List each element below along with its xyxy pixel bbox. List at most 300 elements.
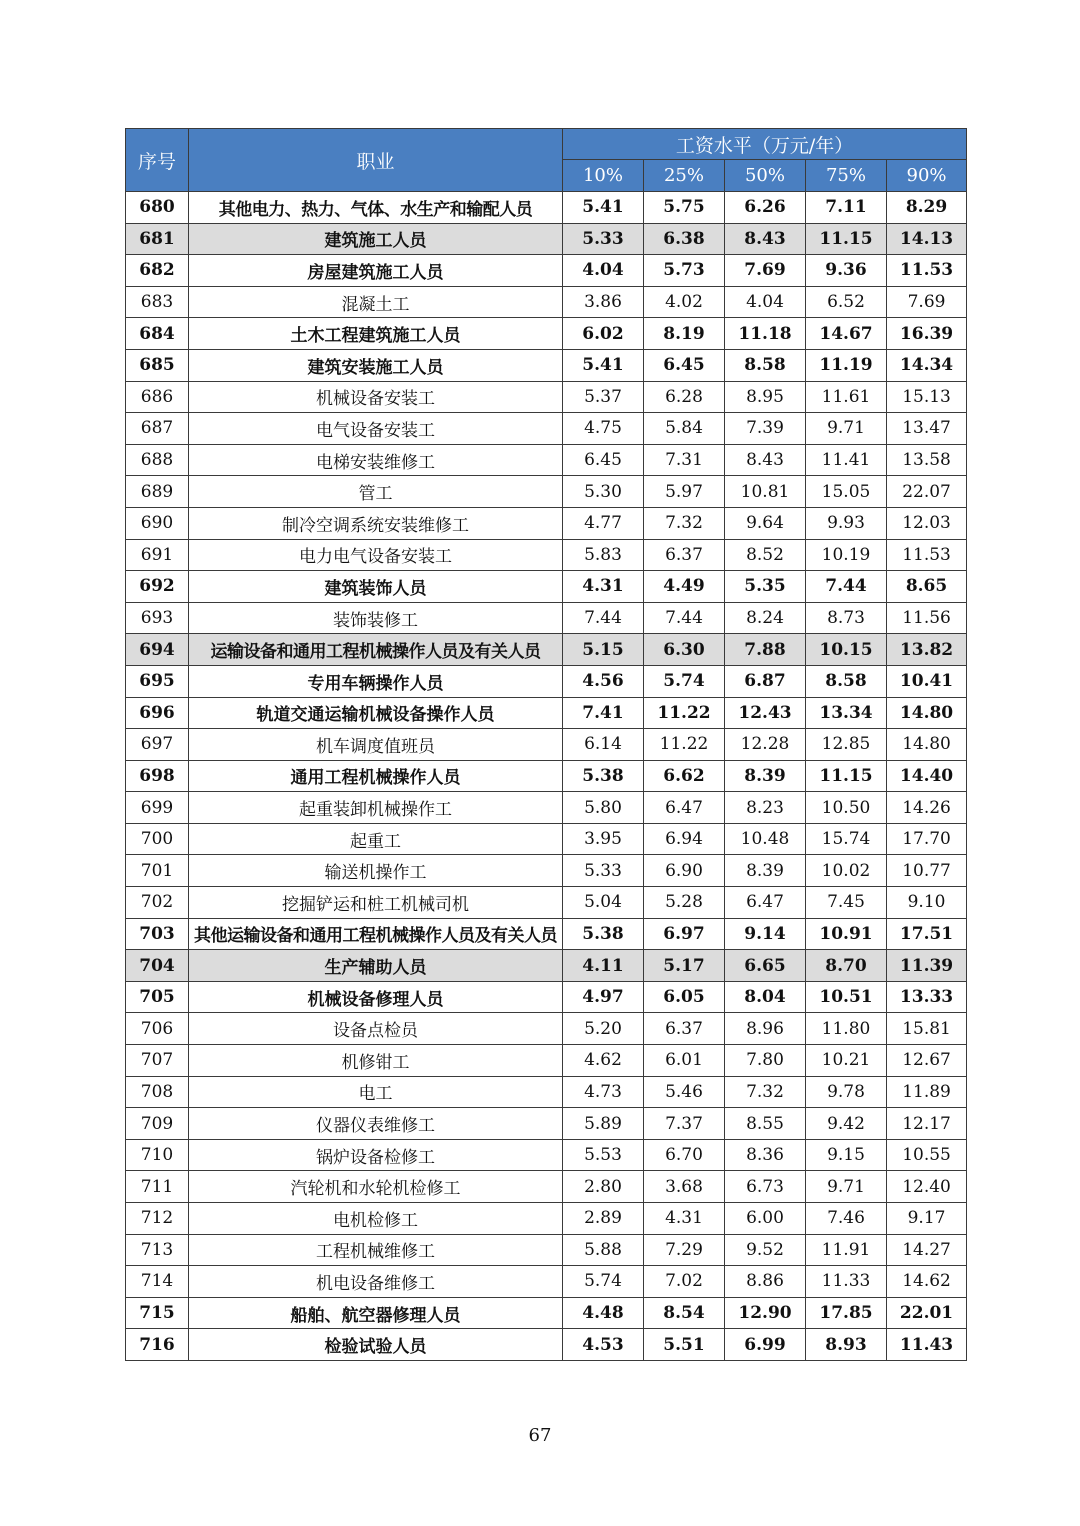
table-row xyxy=(126,760,967,792)
row-occupation: 土木工程建筑施工人员 xyxy=(189,318,563,350)
row-wage-p25: 4.49 xyxy=(644,571,725,603)
table-row xyxy=(126,571,967,603)
row-seq: 694 xyxy=(126,634,189,666)
table-row xyxy=(126,1139,967,1171)
row-wage-p50: 10.48 xyxy=(725,823,806,855)
row-wage-p50: 7.69 xyxy=(725,255,806,287)
row-seq: 708 xyxy=(126,1076,189,1108)
table-row xyxy=(126,697,967,729)
row-wage-p25: 5.84 xyxy=(644,413,725,445)
row-wage-p25: 6.28 xyxy=(644,381,725,413)
row-seq: 705 xyxy=(126,981,189,1013)
table-row xyxy=(126,823,967,855)
row-wage-p75: 10.15 xyxy=(806,634,887,666)
row-wage-p25: 7.37 xyxy=(644,1108,725,1140)
row-wage-p10: 5.83 xyxy=(563,539,644,571)
header-wage-level: 工资水平（万元/年） xyxy=(563,129,967,160)
row-wage-p75: 9.42 xyxy=(806,1108,887,1140)
row-wage-p10: 5.74 xyxy=(563,1266,644,1298)
row-wage-p50: 7.80 xyxy=(725,1045,806,1077)
row-occupation: 专用车辆操作人员 xyxy=(189,665,563,697)
row-seq: 716 xyxy=(126,1329,189,1361)
row-wage-p90: 11.89 xyxy=(887,1076,967,1108)
row-occupation: 房屋建筑施工人员 xyxy=(189,255,563,287)
row-wage-p10: 5.33 xyxy=(563,223,644,255)
row-wage-p10: 3.86 xyxy=(563,286,644,318)
table-row xyxy=(126,444,967,476)
row-occupation: 电力电气设备安装工 xyxy=(189,539,563,571)
row-occupation: 生产辅助人员 xyxy=(189,950,563,982)
table-row xyxy=(126,792,967,824)
row-occupation: 其他运输设备和通用工程机械操作人员及有关人员 xyxy=(189,918,563,950)
row-wage-p25: 5.97 xyxy=(644,476,725,508)
row-wage-p10: 5.80 xyxy=(563,792,644,824)
row-wage-p50: 6.73 xyxy=(725,1171,806,1203)
row-occupation: 机修钳工 xyxy=(189,1045,563,1077)
row-wage-p75: 8.70 xyxy=(806,950,887,982)
row-wage-p75: 11.19 xyxy=(806,349,887,381)
row-wage-p10: 4.62 xyxy=(563,1045,644,1077)
row-wage-p25: 3.68 xyxy=(644,1171,725,1203)
row-wage-p75: 9.78 xyxy=(806,1076,887,1108)
row-wage-p90: 8.29 xyxy=(887,192,967,224)
row-wage-p50: 4.04 xyxy=(725,286,806,318)
row-occupation: 设备点检员 xyxy=(189,1013,563,1045)
row-wage-p90: 15.13 xyxy=(887,381,967,413)
table-row xyxy=(126,539,967,571)
table-row xyxy=(126,1013,967,1045)
row-wage-p10: 7.44 xyxy=(563,602,644,634)
row-seq: 688 xyxy=(126,444,189,476)
row-seq: 687 xyxy=(126,413,189,445)
row-occupation: 电工 xyxy=(189,1076,563,1108)
table-row xyxy=(126,855,967,887)
row-wage-p90: 11.43 xyxy=(887,1329,967,1361)
row-occupation: 管工 xyxy=(189,476,563,508)
header-p90: 90% xyxy=(887,160,967,192)
table-row xyxy=(126,413,967,445)
header-occupation: 职业 xyxy=(189,129,563,192)
row-wage-p25: 6.38 xyxy=(644,223,725,255)
row-wage-p90: 13.82 xyxy=(887,634,967,666)
row-wage-p25: 6.47 xyxy=(644,792,725,824)
row-occupation: 建筑施工人员 xyxy=(189,223,563,255)
table-row xyxy=(126,286,967,318)
row-wage-p10: 5.37 xyxy=(563,381,644,413)
row-wage-p25: 7.02 xyxy=(644,1266,725,1298)
row-wage-p75: 11.41 xyxy=(806,444,887,476)
row-seq: 703 xyxy=(126,918,189,950)
row-wage-p50: 9.52 xyxy=(725,1234,806,1266)
row-wage-p90: 13.47 xyxy=(887,413,967,445)
row-occupation: 机械设备安装工 xyxy=(189,381,563,413)
row-wage-p75: 8.93 xyxy=(806,1329,887,1361)
row-wage-p10: 4.97 xyxy=(563,981,644,1013)
row-wage-p50: 10.81 xyxy=(725,476,806,508)
table-row xyxy=(126,255,967,287)
row-seq: 715 xyxy=(126,1297,189,1329)
row-occupation: 电梯安装维修工 xyxy=(189,444,563,476)
row-seq: 696 xyxy=(126,697,189,729)
row-wage-p10: 4.04 xyxy=(563,255,644,287)
table-body xyxy=(126,192,967,1361)
row-wage-p10: 4.77 xyxy=(563,507,644,539)
row-wage-p50: 8.23 xyxy=(725,792,806,824)
row-wage-p10: 4.31 xyxy=(563,571,644,603)
row-seq: 711 xyxy=(126,1171,189,1203)
row-wage-p90: 13.33 xyxy=(887,981,967,1013)
row-wage-p50: 8.36 xyxy=(725,1139,806,1171)
row-wage-p50: 11.18 xyxy=(725,318,806,350)
table-row xyxy=(126,1045,967,1077)
row-occupation: 输送机操作工 xyxy=(189,855,563,887)
table-row xyxy=(126,1266,967,1298)
row-wage-p10: 4.48 xyxy=(563,1297,644,1329)
row-wage-p10: 5.89 xyxy=(563,1108,644,1140)
row-wage-p90: 13.58 xyxy=(887,444,967,476)
row-wage-p75: 7.11 xyxy=(806,192,887,224)
row-wage-p90: 12.40 xyxy=(887,1171,967,1203)
row-wage-p25: 8.54 xyxy=(644,1297,725,1329)
row-wage-p25: 4.02 xyxy=(644,286,725,318)
row-wage-p50: 8.96 xyxy=(725,1013,806,1045)
row-seq: 698 xyxy=(126,760,189,792)
row-wage-p50: 8.39 xyxy=(725,855,806,887)
row-wage-p25: 6.37 xyxy=(644,539,725,571)
row-wage-p25: 6.37 xyxy=(644,1013,725,1045)
row-wage-p90: 10.55 xyxy=(887,1139,967,1171)
row-wage-p75: 10.21 xyxy=(806,1045,887,1077)
row-wage-p75: 9.15 xyxy=(806,1139,887,1171)
table-row xyxy=(126,507,967,539)
row-wage-p90: 15.81 xyxy=(887,1013,967,1045)
row-wage-p50: 8.55 xyxy=(725,1108,806,1140)
row-wage-p90: 9.10 xyxy=(887,887,967,919)
row-seq: 707 xyxy=(126,1045,189,1077)
row-wage-p25: 6.05 xyxy=(644,981,725,1013)
table-row xyxy=(126,381,967,413)
row-wage-p25: 6.30 xyxy=(644,634,725,666)
row-wage-p90: 14.62 xyxy=(887,1266,967,1298)
table-row xyxy=(126,1108,967,1140)
row-wage-p90: 11.39 xyxy=(887,950,967,982)
row-seq: 700 xyxy=(126,823,189,855)
wage-table xyxy=(125,128,967,1361)
row-occupation: 建筑安装施工人员 xyxy=(189,349,563,381)
row-wage-p90: 12.03 xyxy=(887,507,967,539)
row-wage-p90: 12.17 xyxy=(887,1108,967,1140)
row-wage-p50: 9.64 xyxy=(725,507,806,539)
row-wage-p25: 7.29 xyxy=(644,1234,725,1266)
row-wage-p75: 11.33 xyxy=(806,1266,887,1298)
row-wage-p10: 6.14 xyxy=(563,729,644,761)
row-occupation: 起重装卸机械操作工 xyxy=(189,792,563,824)
row-seq: 689 xyxy=(126,476,189,508)
row-wage-p90: 11.53 xyxy=(887,255,967,287)
row-seq: 685 xyxy=(126,349,189,381)
row-wage-p10: 5.38 xyxy=(563,918,644,950)
row-wage-p25: 6.70 xyxy=(644,1139,725,1171)
row-wage-p25: 5.73 xyxy=(644,255,725,287)
table-row xyxy=(126,318,967,350)
row-wage-p90: 14.80 xyxy=(887,729,967,761)
row-occupation: 锅炉设备检修工 xyxy=(189,1139,563,1171)
row-occupation: 建筑装饰人员 xyxy=(189,571,563,603)
row-wage-p90: 11.56 xyxy=(887,602,967,634)
row-wage-p50: 8.43 xyxy=(725,223,806,255)
row-wage-p50: 7.88 xyxy=(725,634,806,666)
row-wage-p10: 5.53 xyxy=(563,1139,644,1171)
row-wage-p25: 8.19 xyxy=(644,318,725,350)
row-seq: 683 xyxy=(126,286,189,318)
header-p10: 10% xyxy=(563,160,644,192)
row-wage-p25: 7.44 xyxy=(644,602,725,634)
row-occupation: 船舶、航空器修理人员 xyxy=(189,1297,563,1329)
row-wage-p50: 8.58 xyxy=(725,349,806,381)
row-seq: 702 xyxy=(126,887,189,919)
row-seq: 712 xyxy=(126,1203,189,1235)
table-row xyxy=(126,223,967,255)
row-wage-p25: 11.22 xyxy=(644,697,725,729)
row-wage-p75: 10.51 xyxy=(806,981,887,1013)
row-wage-p90: 16.39 xyxy=(887,318,967,350)
table-row xyxy=(126,1329,967,1361)
table-row xyxy=(126,1076,967,1108)
row-wage-p50: 6.65 xyxy=(725,950,806,982)
row-occupation: 机车调度值班员 xyxy=(189,729,563,761)
row-wage-p75: 15.74 xyxy=(806,823,887,855)
row-occupation: 机电设备维修工 xyxy=(189,1266,563,1298)
row-occupation: 通用工程机械操作人员 xyxy=(189,760,563,792)
table-row xyxy=(126,950,967,982)
row-seq: 682 xyxy=(126,255,189,287)
row-wage-p25: 4.31 xyxy=(644,1203,725,1235)
row-wage-p25: 7.32 xyxy=(644,507,725,539)
row-wage-p75: 7.46 xyxy=(806,1203,887,1235)
row-wage-p10: 6.02 xyxy=(563,318,644,350)
table-row xyxy=(126,602,967,634)
row-wage-p90: 11.53 xyxy=(887,539,967,571)
row-wage-p90: 8.65 xyxy=(887,571,967,603)
row-seq: 713 xyxy=(126,1234,189,1266)
row-wage-p50: 8.39 xyxy=(725,760,806,792)
header-p25: 25% xyxy=(644,160,725,192)
row-wage-p10: 5.38 xyxy=(563,760,644,792)
table-row xyxy=(126,887,967,919)
row-wage-p25: 6.90 xyxy=(644,855,725,887)
row-wage-p25: 6.62 xyxy=(644,760,725,792)
row-wage-p10: 5.41 xyxy=(563,349,644,381)
row-wage-p10: 4.73 xyxy=(563,1076,644,1108)
row-wage-p90: 10.77 xyxy=(887,855,967,887)
row-wage-p90: 14.34 xyxy=(887,349,967,381)
row-wage-p75: 9.93 xyxy=(806,507,887,539)
row-wage-p75: 13.34 xyxy=(806,697,887,729)
row-wage-p75: 10.19 xyxy=(806,539,887,571)
row-wage-p75: 11.61 xyxy=(806,381,887,413)
row-wage-p75: 11.15 xyxy=(806,760,887,792)
row-wage-p90: 14.80 xyxy=(887,697,967,729)
row-occupation: 电机检修工 xyxy=(189,1203,563,1235)
row-seq: 680 xyxy=(126,192,189,224)
row-wage-p10: 2.80 xyxy=(563,1171,644,1203)
row-wage-p10: 5.15 xyxy=(563,634,644,666)
table-row xyxy=(126,476,967,508)
row-seq: 681 xyxy=(126,223,189,255)
row-occupation: 起重工 xyxy=(189,823,563,855)
page-number: 67 xyxy=(528,1425,552,1446)
row-wage-p90: 10.41 xyxy=(887,665,967,697)
row-wage-p75: 7.44 xyxy=(806,571,887,603)
row-wage-p75: 9.71 xyxy=(806,1171,887,1203)
row-wage-p90: 7.69 xyxy=(887,286,967,318)
row-wage-p90: 12.67 xyxy=(887,1045,967,1077)
row-occupation: 装饰装修工 xyxy=(189,602,563,634)
row-wage-p50: 9.14 xyxy=(725,918,806,950)
row-wage-p25: 5.51 xyxy=(644,1329,725,1361)
row-wage-p25: 5.28 xyxy=(644,887,725,919)
row-seq: 693 xyxy=(126,602,189,634)
row-wage-p75: 9.36 xyxy=(806,255,887,287)
row-wage-p75: 12.85 xyxy=(806,729,887,761)
row-occupation: 电气设备安装工 xyxy=(189,413,563,445)
row-wage-p75: 10.50 xyxy=(806,792,887,824)
row-occupation: 检验试验人员 xyxy=(189,1329,563,1361)
row-wage-p90: 22.07 xyxy=(887,476,967,508)
table-row xyxy=(126,192,967,224)
table-row xyxy=(126,1297,967,1329)
table-row xyxy=(126,918,967,950)
row-seq: 695 xyxy=(126,665,189,697)
row-wage-p10: 5.41 xyxy=(563,192,644,224)
row-wage-p75: 17.85 xyxy=(806,1297,887,1329)
table-header xyxy=(126,129,967,192)
row-seq: 701 xyxy=(126,855,189,887)
table-row xyxy=(126,729,967,761)
row-occupation: 其他电力、热力、气体、水生产和输配人员 xyxy=(189,192,563,224)
row-seq: 697 xyxy=(126,729,189,761)
row-wage-p50: 6.87 xyxy=(725,665,806,697)
row-occupation: 挖掘铲运和桩工机械司机 xyxy=(189,887,563,919)
table-row xyxy=(126,634,967,666)
row-wage-p25: 6.45 xyxy=(644,349,725,381)
row-occupation: 制冷空调系统安装维修工 xyxy=(189,507,563,539)
row-seq: 691 xyxy=(126,539,189,571)
row-wage-p75: 8.73 xyxy=(806,602,887,634)
row-wage-p50: 8.24 xyxy=(725,602,806,634)
row-wage-p25: 5.46 xyxy=(644,1076,725,1108)
row-wage-p25: 5.75 xyxy=(644,192,725,224)
row-occupation: 运输设备和通用工程机械操作人员及有关人员 xyxy=(189,634,563,666)
row-seq: 692 xyxy=(126,571,189,603)
row-wage-p75: 11.15 xyxy=(806,223,887,255)
header-p75: 75% xyxy=(806,160,887,192)
row-wage-p75: 9.71 xyxy=(806,413,887,445)
row-seq: 699 xyxy=(126,792,189,824)
row-wage-p10: 5.33 xyxy=(563,855,644,887)
row-wage-p75: 10.02 xyxy=(806,855,887,887)
row-wage-p90: 22.01 xyxy=(887,1297,967,1329)
header-p50: 50% xyxy=(725,160,806,192)
row-wage-p50: 7.39 xyxy=(725,413,806,445)
row-wage-p25: 6.01 xyxy=(644,1045,725,1077)
row-seq: 690 xyxy=(126,507,189,539)
header-seq: 序号 xyxy=(126,129,189,192)
row-wage-p75: 10.91 xyxy=(806,918,887,950)
row-wage-p10: 5.04 xyxy=(563,887,644,919)
row-wage-p90: 14.26 xyxy=(887,792,967,824)
row-wage-p75: 11.91 xyxy=(806,1234,887,1266)
row-seq: 710 xyxy=(126,1139,189,1171)
row-wage-p90: 9.17 xyxy=(887,1203,967,1235)
table-row xyxy=(126,981,967,1013)
row-wage-p10: 5.88 xyxy=(563,1234,644,1266)
row-seq: 684 xyxy=(126,318,189,350)
row-wage-p75: 15.05 xyxy=(806,476,887,508)
table-row xyxy=(126,665,967,697)
row-wage-p50: 6.47 xyxy=(725,887,806,919)
table-row xyxy=(126,1171,967,1203)
row-wage-p50: 12.90 xyxy=(725,1297,806,1329)
row-wage-p90: 14.13 xyxy=(887,223,967,255)
row-wage-p25: 7.31 xyxy=(644,444,725,476)
row-wage-p10: 4.75 xyxy=(563,413,644,445)
row-wage-p50: 8.86 xyxy=(725,1266,806,1298)
row-wage-p25: 6.94 xyxy=(644,823,725,855)
row-occupation: 仪器仪表维修工 xyxy=(189,1108,563,1140)
row-wage-p10: 5.30 xyxy=(563,476,644,508)
table-row xyxy=(126,1234,967,1266)
row-wage-p75: 8.58 xyxy=(806,665,887,697)
row-wage-p75: 11.80 xyxy=(806,1013,887,1045)
row-wage-p10: 7.41 xyxy=(563,697,644,729)
row-seq: 704 xyxy=(126,950,189,982)
row-wage-p50: 5.35 xyxy=(725,571,806,603)
row-seq: 709 xyxy=(126,1108,189,1140)
table-row xyxy=(126,1203,967,1235)
row-wage-p75: 14.67 xyxy=(806,318,887,350)
row-occupation: 汽轮机和水轮机检修工 xyxy=(189,1171,563,1203)
row-wage-p50: 8.04 xyxy=(725,981,806,1013)
row-wage-p75: 7.45 xyxy=(806,887,887,919)
row-wage-p50: 6.26 xyxy=(725,192,806,224)
row-wage-p90: 14.27 xyxy=(887,1234,967,1266)
row-wage-p50: 12.43 xyxy=(725,697,806,729)
row-wage-p50: 6.00 xyxy=(725,1203,806,1235)
row-wage-p90: 14.40 xyxy=(887,760,967,792)
row-seq: 706 xyxy=(126,1013,189,1045)
row-wage-p50: 12.28 xyxy=(725,729,806,761)
row-occupation: 混凝土工 xyxy=(189,286,563,318)
row-wage-p25: 5.74 xyxy=(644,665,725,697)
row-wage-p75: 6.52 xyxy=(806,286,887,318)
row-occupation: 工程机械维修工 xyxy=(189,1234,563,1266)
row-wage-p50: 8.43 xyxy=(725,444,806,476)
row-wage-p50: 7.32 xyxy=(725,1076,806,1108)
row-seq: 714 xyxy=(126,1266,189,1298)
row-occupation: 轨道交通运输机械设备操作人员 xyxy=(189,697,563,729)
row-seq: 686 xyxy=(126,381,189,413)
row-wage-p90: 17.70 xyxy=(887,823,967,855)
row-wage-p25: 11.22 xyxy=(644,729,725,761)
row-occupation: 机械设备修理人员 xyxy=(189,981,563,1013)
row-wage-p50: 8.52 xyxy=(725,539,806,571)
row-wage-p10: 4.56 xyxy=(563,665,644,697)
table-row xyxy=(126,349,967,381)
row-wage-p10: 4.11 xyxy=(563,950,644,982)
row-wage-p50: 8.95 xyxy=(725,381,806,413)
row-wage-p25: 6.97 xyxy=(644,918,725,950)
